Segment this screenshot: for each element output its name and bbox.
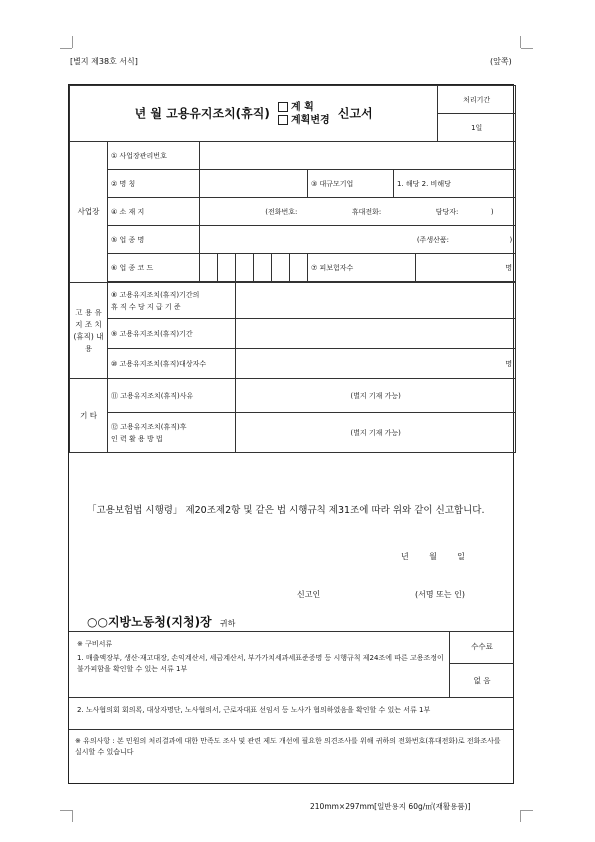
field-allowance-criteria[interactable] [236,283,516,319]
plan-checkbox[interactable] [278,102,288,112]
crop-mark [60,48,72,49]
industry-code-box-5[interactable] [272,254,290,282]
declaration-block [69,493,513,632]
measure-reason-note: (별지 기재 가능) [350,391,401,400]
label-large-enterprise: ③ 대규모기업 [308,170,394,198]
field-measure-reason[interactable] [236,379,516,413]
label-workplace-number: ① 사업장관리번호 [108,142,200,170]
industry-code-box-6[interactable] [290,254,308,282]
field-large-enterprise-options[interactable]: 1. 해당 2. 비해당 [394,170,516,198]
industry-product-label: (주생산품: [416,235,449,244]
industry-close-paren: ) [509,235,513,244]
form-title [70,86,438,142]
section-measure: 고 용 유 지 조 치 (휴직) 내 용 [70,283,108,379]
title-suffix: 신고서 [337,106,373,120]
industry-code-box-4[interactable] [254,254,272,282]
fee-box [449,631,514,697]
field-target-count[interactable] [236,349,516,379]
field-workplace-number[interactable] [200,142,516,170]
plan-option-label: 계 획 [291,101,314,113]
industry-code-box-2[interactable] [218,254,236,282]
label-address: ④ 소 재 지 [108,198,200,226]
label-allowance-criteria: ⑧ 고용유지조치(휴직)기간의 휴 직 수 당 지 급 기 준 [108,283,236,319]
label-industry-code: ⑥ 업 종 코 드 [108,254,200,282]
insured-count-unit: 명 [505,263,513,272]
fee-label: 수수료 [450,631,514,664]
address-close-paren: ) [490,207,494,216]
address-manager-label: 담당자: [435,207,459,216]
fee-value: 없 음 [473,676,491,685]
target-count-unit: 명 [505,359,513,368]
recipient-name: ○○지방노동청(지청)장 [87,615,212,629]
attachments-heading: ※ 구비서류 [77,640,113,648]
field-industry-name[interactable] [200,226,516,254]
attachment-item-2: 2. 노사협의회 회의록, 대상자명단, 노사협의서, 근로자대표 선임서 등 노사가 협의하였음을 확인할 수 있는 서류 1부 [77,706,431,714]
field-measure-period[interactable] [236,319,516,349]
notice-divider [69,729,513,730]
report-form [68,84,514,784]
field-insured-count[interactable] [416,254,516,282]
crop-mark [520,36,521,48]
label-industry-name: ⑤ 업 종 명 [108,226,200,254]
paper-spec: 210mm×297mm[일반용지 60g/㎡(재활용품)] [310,802,471,811]
notice-text: ※ 유의사항 : 본 민원의 처리결과에 대한 만족도 조사 및 관련 제도 개선에 필요한 의견조사를 위해 귀하의 전화번호(휴대전화)로 전화조사를 실시할 수 있습니다 [75,737,501,756]
industry-code-box-1[interactable] [200,254,218,282]
crop-mark [521,810,533,811]
plan-change-checkbox[interactable] [278,115,288,125]
processing-period-label: 처리기간 [438,86,516,114]
label-measure-period: ⑨ 고용유지조치(휴직)기간 [108,319,236,349]
address-phone-label: (전화번호: [265,207,298,216]
processing-period-value: 1일 [438,114,516,142]
label-workforce-plan: ⑫ 고용유지조치(휴직)후 인 력 활 용 방 법 [108,413,236,453]
field-workforce-plan[interactable] [236,413,516,453]
industry-code-box-3[interactable] [236,254,254,282]
label-insured-count: ⑦ 피보험자수 [308,254,416,282]
label-name: ② 명 칭 [108,170,200,198]
recipient-honorific: 귀하 [219,619,236,628]
workforce-plan-note: (별지 기재 가능) [350,428,401,437]
attachments-block [69,631,513,698]
crop-mark [520,810,521,822]
plan-change-option-label: 계획변경 [291,114,330,126]
declaration-date: 년 월 일 [401,552,465,561]
section-other: 기 타 [70,379,108,453]
declaration-text: 「고용보험법 시행령」 제20조제2항 및 같은 법 시행규칙 제31조에 따라 위와 같이 신고합니다. [87,505,485,516]
attachment-item-1: 1. 매출액장부, 생산·재고대장, 손익계산서, 세금계산서, 부가가치세과세표준증명 등 시행규칙 제24조에 따른 고용조정이 불가피함을 확인할 수 있는 서류 1부 [77,654,444,673]
crop-mark [72,810,73,822]
signature-label: (서명 또는 인) [415,590,465,599]
applicant-label: 신고인 [297,590,321,599]
crop-mark [521,48,533,49]
label-target-count: ⑩ 고용유지조치(휴직)대상자수 [108,349,236,379]
field-address[interactable] [200,198,516,226]
crop-mark [72,36,73,48]
section-workplace: 사업장 [70,142,108,283]
crop-mark [60,810,72,811]
address-mobile-label: 휴대전화: [351,207,382,216]
page-side-note: (앞쪽) [490,57,512,66]
label-measure-reason: ⑪ 고용유지조치(휴직)사유 [108,379,236,413]
recipient-office [87,613,235,630]
title-year-month: 년 월 고용유지조치(휴직) [134,106,270,120]
form-number: [별지 제38호 서식] [70,57,138,66]
field-name[interactable] [200,170,308,198]
